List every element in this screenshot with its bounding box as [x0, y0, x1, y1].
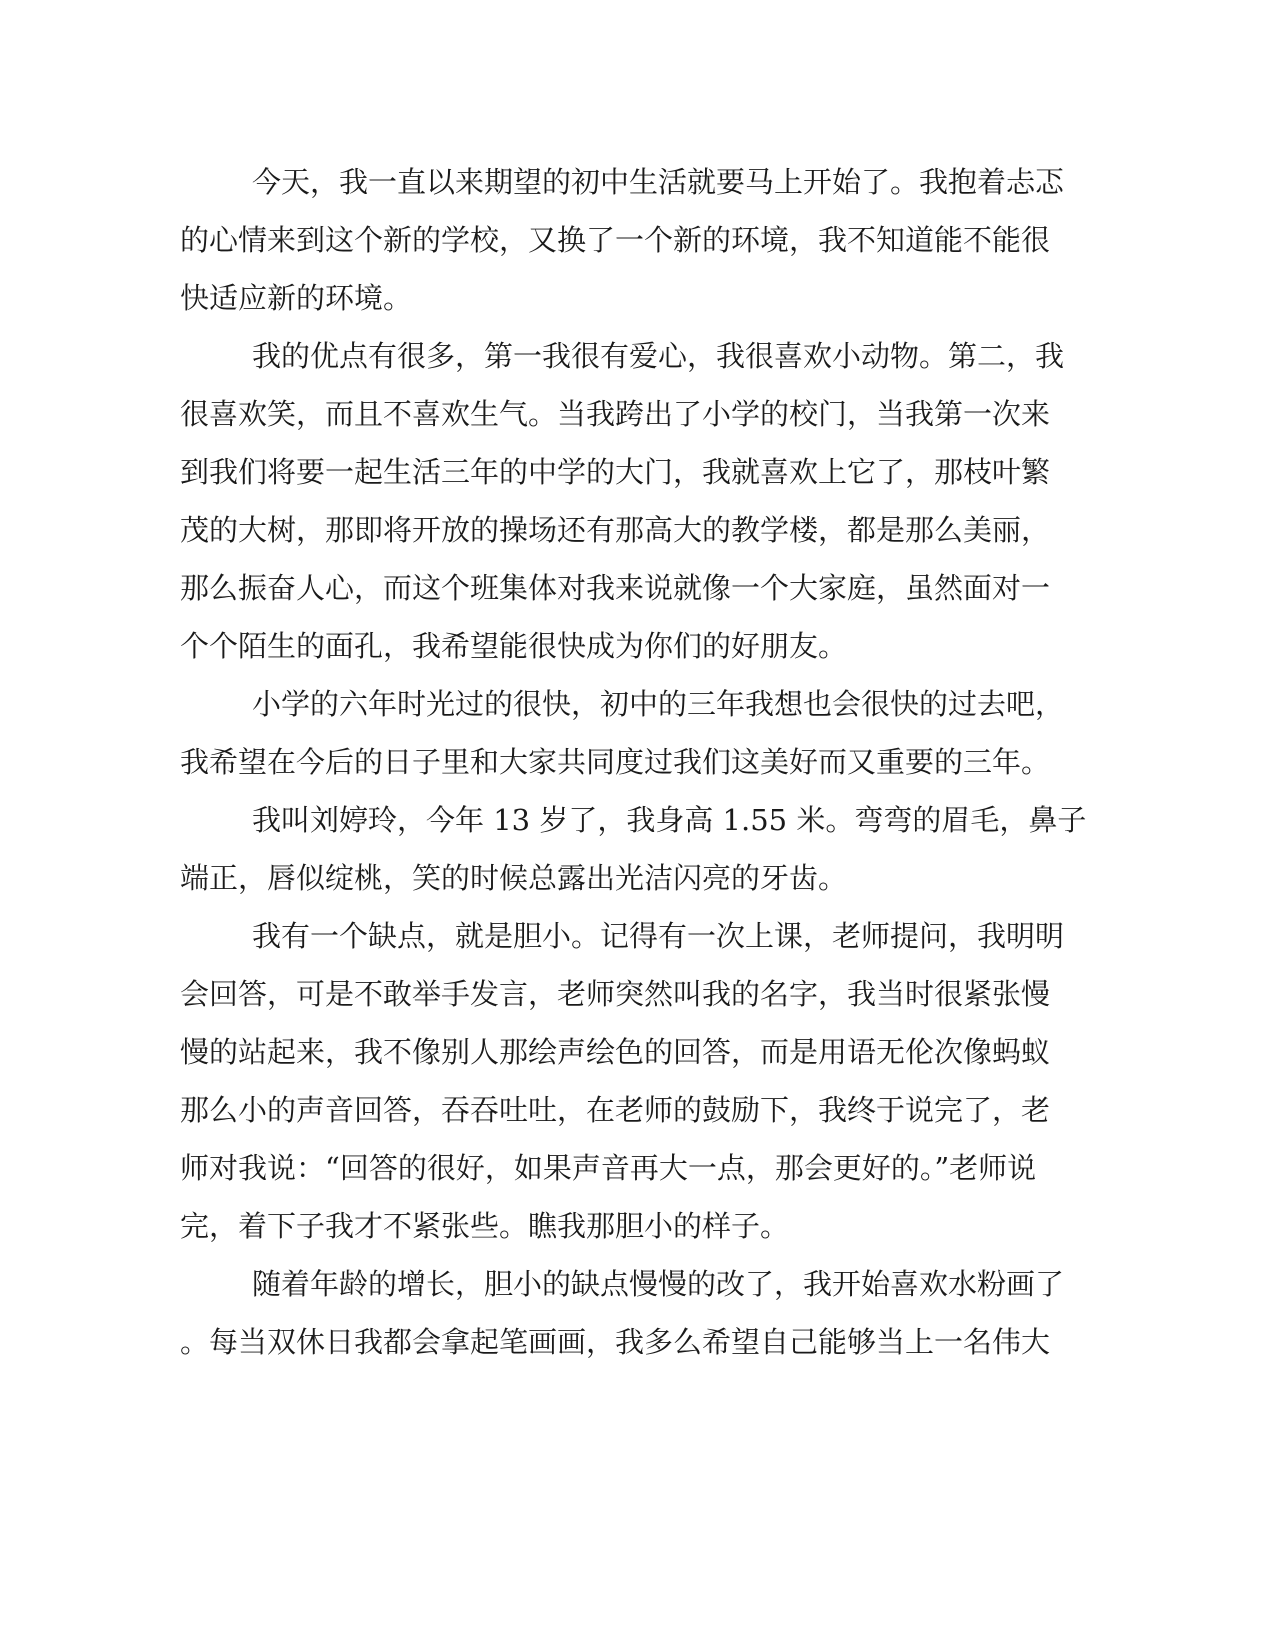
text-line [0, 624, 1275, 668]
text-line-content: 完，着下子我才不紧张些。瞧我那胆小的样子。 [180, 1209, 790, 1243]
text-line [0, 1030, 1275, 1074]
text-line [0, 1320, 1275, 1364]
text-line-content: 的心情来到这个新的学校，又换了一个新的环境，我不知道能不能很 [180, 223, 1051, 257]
paragraph-first-line: 小学的六年时光过的很快，初中的三年我想也会很快的过去吧， [252, 687, 1065, 721]
paragraph-first-line: 随着年龄的增长，胆小的缺点慢慢的改了，我开始喜欢水粉画了 [252, 1267, 1065, 1301]
text-line [0, 508, 1275, 552]
text-line [0, 450, 1275, 494]
text-line [0, 218, 1275, 262]
text-line [0, 798, 1275, 842]
text-line-content: 很喜欢笑，而且不喜欢生气。当我跨出了小学的校门，当我第一次来 [180, 397, 1051, 431]
text-line-content: 茂的大树，那即将开放的操场还有那高大的教学楼，都是那么美丽， [180, 513, 1051, 547]
text-line [0, 914, 1275, 958]
text-line-content: 。每当双休日我都会拿起笔画画，我多么希望自己能够当上一名伟大 [180, 1325, 1051, 1359]
text-line [0, 856, 1275, 900]
text-line [0, 972, 1275, 1016]
paragraph-first-line: 今天，我一直以来期望的初中生活就要马上开始了。我抱着忐忑 [252, 165, 1065, 199]
text-line-content: 师对我说：“回答的很好，如果声音再大一点，那会更好的。”老师说 [180, 1151, 1037, 1185]
paragraph-first-line: 我叫刘婷玲，今年 13 岁了，我身高 1.55 米。弯弯的眉毛，鼻子 [252, 803, 1087, 837]
text-line-content: 快适应新的环境。 [180, 281, 413, 315]
text-line [0, 1204, 1275, 1248]
text-line [0, 1088, 1275, 1132]
text-line [0, 334, 1275, 378]
text-line-content: 那么小的声音回答，吞吞吐吐，在老师的鼓励下，我终于说完了，老 [180, 1093, 1051, 1127]
text-line-content: 我希望在今后的日子里和大家共同度过我们这美好而又重要的三年。 [180, 745, 1051, 779]
text-line [0, 740, 1275, 784]
text-line [0, 682, 1275, 726]
text-line [0, 276, 1275, 320]
text-line-content: 慢的站起来，我不像别人那绘声绘色的回答，而是用语无伦次像蚂蚁 [180, 1035, 1051, 1069]
text-line-content: 那么振奋人心，而这个班集体对我来说就像一个大家庭，虽然面对一 [180, 571, 1051, 605]
text-line-content: 个个陌生的面孔，我希望能很快成为你们的好朋友。 [180, 629, 848, 663]
text-line [0, 392, 1275, 436]
text-line-content: 会回答，可是不敢举手发言，老师突然叫我的名字，我当时很紧张慢 [180, 977, 1051, 1011]
text-line [0, 160, 1275, 204]
text-line-content: 端正，唇似绽桃，笑的时候总露出光洁闪亮的牙齿。 [180, 861, 848, 895]
text-line-content: 到我们将要一起生活三年的中学的大门，我就喜欢上它了，那枝叶繁 [180, 455, 1051, 489]
text-line [0, 1146, 1275, 1190]
paragraph-first-line: 我有一个缺点，就是胆小。记得有一次上课，老师提问，我明明 [252, 919, 1065, 953]
text-line [0, 1262, 1275, 1306]
text-line [0, 566, 1275, 610]
paragraph-first-line: 我的优点有很多，第一我很有爱心，我很喜欢小动物。第二，我 [252, 339, 1065, 373]
